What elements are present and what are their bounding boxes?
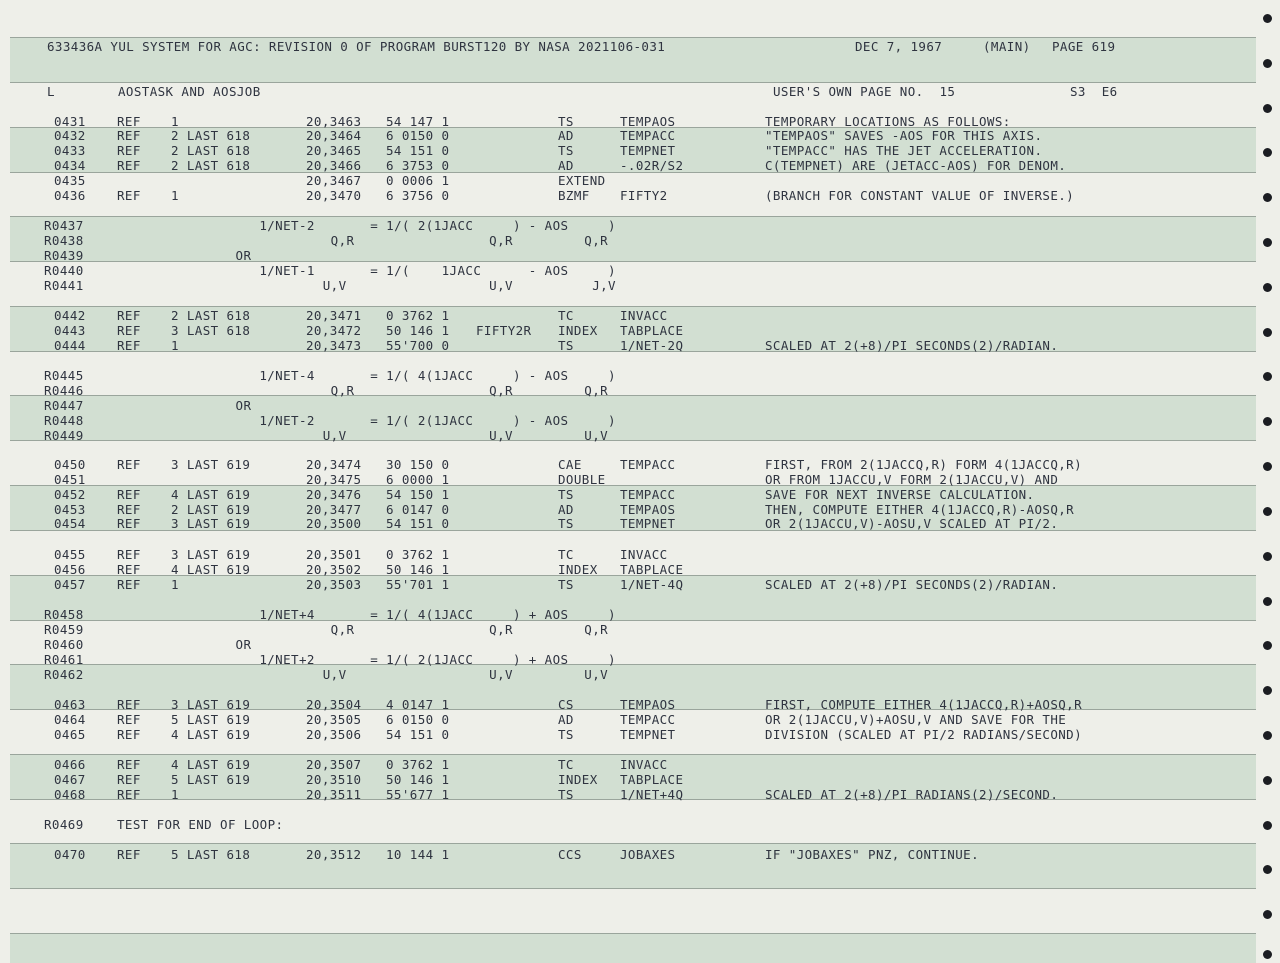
equation-line: U,V U,V U,V [188, 667, 609, 682]
line-number: 0450 [54, 457, 86, 472]
feed-hole [1263, 910, 1272, 919]
opcode: BZMF [558, 188, 590, 203]
address: 20,3471 [306, 308, 362, 323]
operand: FIFTY2 [620, 188, 668, 203]
opcode: TS [558, 727, 574, 742]
equation-line: 1/NET-2 = 1/( 2(1JACC ) - AOS ) [188, 218, 616, 233]
remark-number: R0469 [44, 817, 84, 832]
comment: "TEMPACC" HAS THE JET ACCELERATION. [765, 143, 1043, 158]
ref-marker: REF [117, 547, 141, 562]
opcode: TC [558, 547, 574, 562]
ref-count: 3 LAST 619 [171, 457, 251, 472]
equation-line: 1/NET-2 = 1/( 2(1JACC ) - AOS ) [188, 413, 616, 428]
address: 20,3510 [306, 772, 362, 787]
feed-hole [1263, 462, 1272, 471]
ref-marker: REF [117, 114, 141, 129]
opcode: DOUBLE [558, 472, 606, 487]
line-number: 0436 [54, 188, 86, 203]
line-number: 0463 [54, 697, 86, 712]
line-number: 0456 [54, 562, 86, 577]
remark-text: TEST FOR END OF LOOP: [117, 817, 284, 832]
address: 20,3500 [306, 516, 362, 531]
equation-line: OR [188, 637, 252, 652]
line-number: 0432 [54, 128, 86, 143]
line-number: 0468 [54, 787, 86, 802]
octal-code: 0 3762 1 [386, 757, 450, 772]
opcode: INDEX [558, 323, 598, 338]
feed-hole [1263, 507, 1272, 516]
ref-marker: REF [117, 323, 141, 338]
comment: SCALED AT 2(+8)/PI RADIANS(2)/SECOND. [765, 787, 1059, 802]
operand: TEMPNET [620, 516, 676, 531]
address: 20,3512 [306, 847, 362, 862]
ref-marker: REF [117, 128, 141, 143]
feed-hole [1263, 372, 1272, 381]
line-number: 0443 [54, 323, 86, 338]
subheader-codes: S3 E6 [1070, 84, 1118, 99]
line-number: 0465 [54, 727, 86, 742]
address: 20,3501 [306, 547, 362, 562]
feed-hole [1263, 731, 1272, 740]
octal-code: 50 146 1 [386, 772, 450, 787]
subheader-users-page: USER'S OWN PAGE NO. 15 [773, 84, 956, 99]
remark-number: R0460 [44, 637, 84, 652]
comment: SCALED AT 2(+8)/PI SECONDS(2)/RADIAN. [765, 338, 1059, 353]
ref-count: 4 LAST 619 [171, 727, 251, 742]
opcode: CS [558, 697, 574, 712]
feed-hole [1263, 552, 1272, 561]
address: 20,3465 [306, 143, 362, 158]
equation-line: Q,R Q,R Q,R [188, 383, 609, 398]
address: 20,3504 [306, 697, 362, 712]
operand: INVACC [620, 308, 668, 323]
octal-code: 0 3762 1 [386, 308, 450, 323]
feed-hole [1263, 865, 1272, 874]
remark-number: R0447 [44, 398, 84, 413]
ref-count: 2 LAST 618 [171, 143, 251, 158]
opcode: INDEX [558, 772, 598, 787]
address: 20,3472 [306, 323, 362, 338]
opcode: AD [558, 502, 574, 517]
header-date: DEC 7, 1967 [855, 39, 943, 54]
line-number: 0431 [54, 114, 86, 129]
ref-count: 3 LAST 619 [171, 516, 251, 531]
address: 20,3470 [306, 188, 362, 203]
ref-count: 3 LAST 618 [171, 323, 251, 338]
equation-line: U,V U,V J,V [188, 278, 616, 293]
ref-count: 2 LAST 619 [171, 502, 251, 517]
remark-number: R0448 [44, 413, 84, 428]
feed-hole [1263, 821, 1272, 830]
remark-number: R0449 [44, 428, 84, 443]
ref-marker: REF [117, 847, 141, 862]
ref-count: 5 LAST 619 [171, 772, 251, 787]
operand: TEMPAOS [620, 697, 676, 712]
statement-label: FIFTY2R [476, 323, 532, 338]
operand: TEMPAOS [620, 502, 676, 517]
operand: TEMPACC [620, 128, 676, 143]
octal-code: 6 3756 0 [386, 188, 450, 203]
opcode: TC [558, 308, 574, 323]
opcode: AD [558, 128, 574, 143]
operand: INVACC [620, 547, 668, 562]
operand: JOBAXES [620, 847, 676, 862]
line-number: 0466 [54, 757, 86, 772]
operand: TEMPNET [620, 143, 676, 158]
ref-marker: REF [117, 727, 141, 742]
ref-count: 1 [171, 188, 179, 203]
feed-hole [1263, 417, 1272, 426]
ref-marker: REF [117, 757, 141, 772]
ref-count: 1 [171, 338, 179, 353]
comment: SCALED AT 2(+8)/PI SECONDS(2)/RADIAN. [765, 577, 1059, 592]
address: 20,3475 [306, 472, 362, 487]
octal-code: 54 147 1 [386, 114, 450, 129]
subheader-mark: L [47, 84, 55, 99]
equation-line: 1/NET-4 = 1/( 4(1JACC ) - AOS ) [188, 368, 616, 383]
comment: C(TEMPNET) ARE (JETACC-AOS) FOR DENOM. [765, 158, 1067, 173]
comment: OR FROM 1JACCU,V FORM 2(1JACCU,V) AND [765, 472, 1059, 487]
ref-marker: REF [117, 487, 141, 502]
header-program: 633436A YUL SYSTEM FOR AGC: REVISION 0 OF PROGRAM BURST120 BY NASA 2021106-031 [47, 39, 666, 54]
operand: TEMPAOS [620, 114, 676, 129]
opcode: AD [558, 158, 574, 173]
line-number: 0457 [54, 577, 86, 592]
ref-count: 5 LAST 618 [171, 847, 251, 862]
address: 20,3477 [306, 502, 362, 517]
operand: TEMPACC [620, 457, 676, 472]
ref-marker: REF [117, 502, 141, 517]
remark-number: R0446 [44, 383, 84, 398]
equation-line: Q,R Q,R Q,R [188, 233, 609, 248]
line-number: 0434 [54, 158, 86, 173]
operand: TEMPACC [620, 712, 676, 727]
operand: TEMPNET [620, 727, 676, 742]
octal-code: 55'700 0 [386, 338, 450, 353]
line-number: 0453 [54, 502, 86, 517]
ref-count: 5 LAST 619 [171, 712, 251, 727]
header-page: PAGE 619 [1052, 39, 1116, 54]
octal-code: 6 0147 0 [386, 502, 450, 517]
ref-count: 1 [171, 787, 179, 802]
opcode: CCS [558, 847, 582, 862]
address: 20,3507 [306, 757, 362, 772]
octal-code: 6 0150 0 [386, 712, 450, 727]
feed-hole [1263, 686, 1272, 695]
feed-hole [1263, 776, 1272, 785]
octal-code: 6 3753 0 [386, 158, 450, 173]
address: 20,3473 [306, 338, 362, 353]
opcode: AD [558, 712, 574, 727]
address: 20,3503 [306, 577, 362, 592]
operand: TABPLACE [620, 323, 684, 338]
line-number: 0435 [54, 173, 86, 188]
ref-marker: REF [117, 516, 141, 531]
opcode: TS [558, 143, 574, 158]
comment: TEMPORARY LOCATIONS AS FOLLOWS: [765, 114, 1011, 129]
line-number: 0442 [54, 308, 86, 323]
opcode: TS [558, 516, 574, 531]
line-number: 0433 [54, 143, 86, 158]
equation-line: OR [188, 398, 252, 413]
ref-marker: REF [117, 562, 141, 577]
comment: (BRANCH FOR CONSTANT VALUE OF INVERSE.) [765, 188, 1075, 203]
feed-hole [1263, 59, 1272, 68]
equation-line: 1/NET+4 = 1/( 4(1JACC ) + AOS ) [188, 607, 616, 622]
ref-marker: REF [117, 158, 141, 173]
line-number: 0455 [54, 547, 86, 562]
octal-code: 0 0006 1 [386, 173, 450, 188]
remark-number: R0441 [44, 278, 84, 293]
paper-band [10, 933, 1256, 963]
opcode: EXTEND [558, 173, 606, 188]
feed-hole [1263, 328, 1272, 337]
feed-hole [1263, 950, 1272, 959]
address: 20,3476 [306, 487, 362, 502]
operand: 1/NET-2Q [620, 338, 684, 353]
ref-count: 2 LAST 618 [171, 158, 251, 173]
ref-count: 2 LAST 618 [171, 308, 251, 323]
operand: INVACC [620, 757, 668, 772]
operand: TABPLACE [620, 562, 684, 577]
ref-marker: REF [117, 787, 141, 802]
line-number: 0470 [54, 847, 86, 862]
operand: -.02R/S2 [620, 158, 684, 173]
comment: OR 2(1JACCU,V)+AOSU,V AND SAVE FOR THE [765, 712, 1067, 727]
octal-code: 6 0150 0 [386, 128, 450, 143]
ref-marker: REF [117, 338, 141, 353]
feed-hole [1263, 104, 1272, 113]
opcode: TC [558, 757, 574, 772]
operand: TABPLACE [620, 772, 684, 787]
operand: TEMPACC [620, 487, 676, 502]
address: 20,3505 [306, 712, 362, 727]
ref-marker: REF [117, 577, 141, 592]
comment: "TEMPAOS" SAVES -AOS FOR THIS AXIS. [765, 128, 1043, 143]
octal-code: 55'701 1 [386, 577, 450, 592]
octal-code: 54 151 0 [386, 143, 450, 158]
line-number: 0452 [54, 487, 86, 502]
line-number: 0451 [54, 472, 86, 487]
ref-marker: REF [117, 697, 141, 712]
ref-marker: REF [117, 712, 141, 727]
equation-line: U,V U,V U,V [188, 428, 609, 443]
address: 20,3511 [306, 787, 362, 802]
octal-code: 6 0000 1 [386, 472, 450, 487]
line-number: 0467 [54, 772, 86, 787]
comment: FIRST, FROM 2(1JACCQ,R) FORM 4(1JACCQ,R) [765, 457, 1083, 472]
operand: 1/NET-4Q [620, 577, 684, 592]
remark-number: R0459 [44, 622, 84, 637]
comment: SAVE FOR NEXT INVERSE CALCULATION. [765, 487, 1035, 502]
equation-line: Q,R Q,R Q,R [188, 622, 609, 637]
octal-code: 54 150 1 [386, 487, 450, 502]
feed-hole [1263, 283, 1272, 292]
opcode: TS [558, 114, 574, 129]
opcode: TS [558, 787, 574, 802]
line-number: 0444 [54, 338, 86, 353]
address: 20,3463 [306, 114, 362, 129]
equation-line: OR [188, 248, 252, 263]
address: 20,3466 [306, 158, 362, 173]
octal-code: 50 146 1 [386, 562, 450, 577]
octal-code: 54 151 0 [386, 516, 450, 531]
remark-number: R0462 [44, 667, 84, 682]
comment: FIRST, COMPUTE EITHER 4(1JACCQ,R)+AOSQ,R [765, 697, 1083, 712]
ref-count: 2 LAST 618 [171, 128, 251, 143]
operand: 1/NET+4Q [620, 787, 684, 802]
subheader-title: AOSTASK AND AOSJOB [118, 84, 261, 99]
ref-count: 4 LAST 619 [171, 562, 251, 577]
comment: DIVISION (SCALED AT PI/2 RADIANS/SECOND) [765, 727, 1083, 742]
octal-code: 54 151 0 [386, 727, 450, 742]
feed-hole [1263, 238, 1272, 247]
opcode: TS [558, 338, 574, 353]
ref-marker: REF [117, 188, 141, 203]
address: 20,3502 [306, 562, 362, 577]
octal-code: 50 146 1 [386, 323, 450, 338]
opcode: TS [558, 487, 574, 502]
ref-count: 4 LAST 619 [171, 757, 251, 772]
opcode: INDEX [558, 562, 598, 577]
ref-marker: REF [117, 772, 141, 787]
address: 20,3467 [306, 173, 362, 188]
line-number: 0464 [54, 712, 86, 727]
ref-count: 3 LAST 619 [171, 697, 251, 712]
remark-number: R0437 [44, 218, 84, 233]
remark-number: R0439 [44, 248, 84, 263]
feed-hole [1263, 148, 1272, 157]
equation-line: 1/NET-1 = 1/( 1JACC - AOS ) [188, 263, 616, 278]
remark-number: R0440 [44, 263, 84, 278]
address: 20,3464 [306, 128, 362, 143]
remark-number: R0438 [44, 233, 84, 248]
octal-code: 4 0147 1 [386, 697, 450, 712]
remark-number: R0458 [44, 607, 84, 622]
ref-count: 1 [171, 114, 179, 129]
feed-hole [1263, 641, 1272, 650]
comment: THEN, COMPUTE EITHER 4(1JACCQ,R)-AOSQ,R [765, 502, 1075, 517]
octal-code: 10 144 1 [386, 847, 450, 862]
header-section: (MAIN) [983, 39, 1031, 54]
feed-hole [1263, 597, 1272, 606]
address: 20,3474 [306, 457, 362, 472]
feed-hole [1263, 14, 1272, 23]
octal-code: 55'677 1 [386, 787, 450, 802]
remark-number: R0461 [44, 652, 84, 667]
octal-code: 30 150 0 [386, 457, 450, 472]
opcode: CAE [558, 457, 582, 472]
ref-count: 3 LAST 619 [171, 547, 251, 562]
ref-marker: REF [117, 308, 141, 323]
opcode: TS [558, 577, 574, 592]
feed-hole [1263, 193, 1272, 202]
equation-line: 1/NET+2 = 1/( 2(1JACC ) + AOS ) [188, 652, 616, 667]
octal-code: 0 3762 1 [386, 547, 450, 562]
ref-count: 1 [171, 577, 179, 592]
ref-marker: REF [117, 143, 141, 158]
ref-marker: REF [117, 457, 141, 472]
remark-number: R0445 [44, 368, 84, 383]
ref-count: 4 LAST 619 [171, 487, 251, 502]
comment: IF "JOBAXES" PNZ, CONTINUE. [765, 847, 979, 862]
address: 20,3506 [306, 727, 362, 742]
line-number: 0454 [54, 516, 86, 531]
comment: OR 2(1JACCU,V)-AOSU,V SCALED AT PI/2. [765, 516, 1059, 531]
